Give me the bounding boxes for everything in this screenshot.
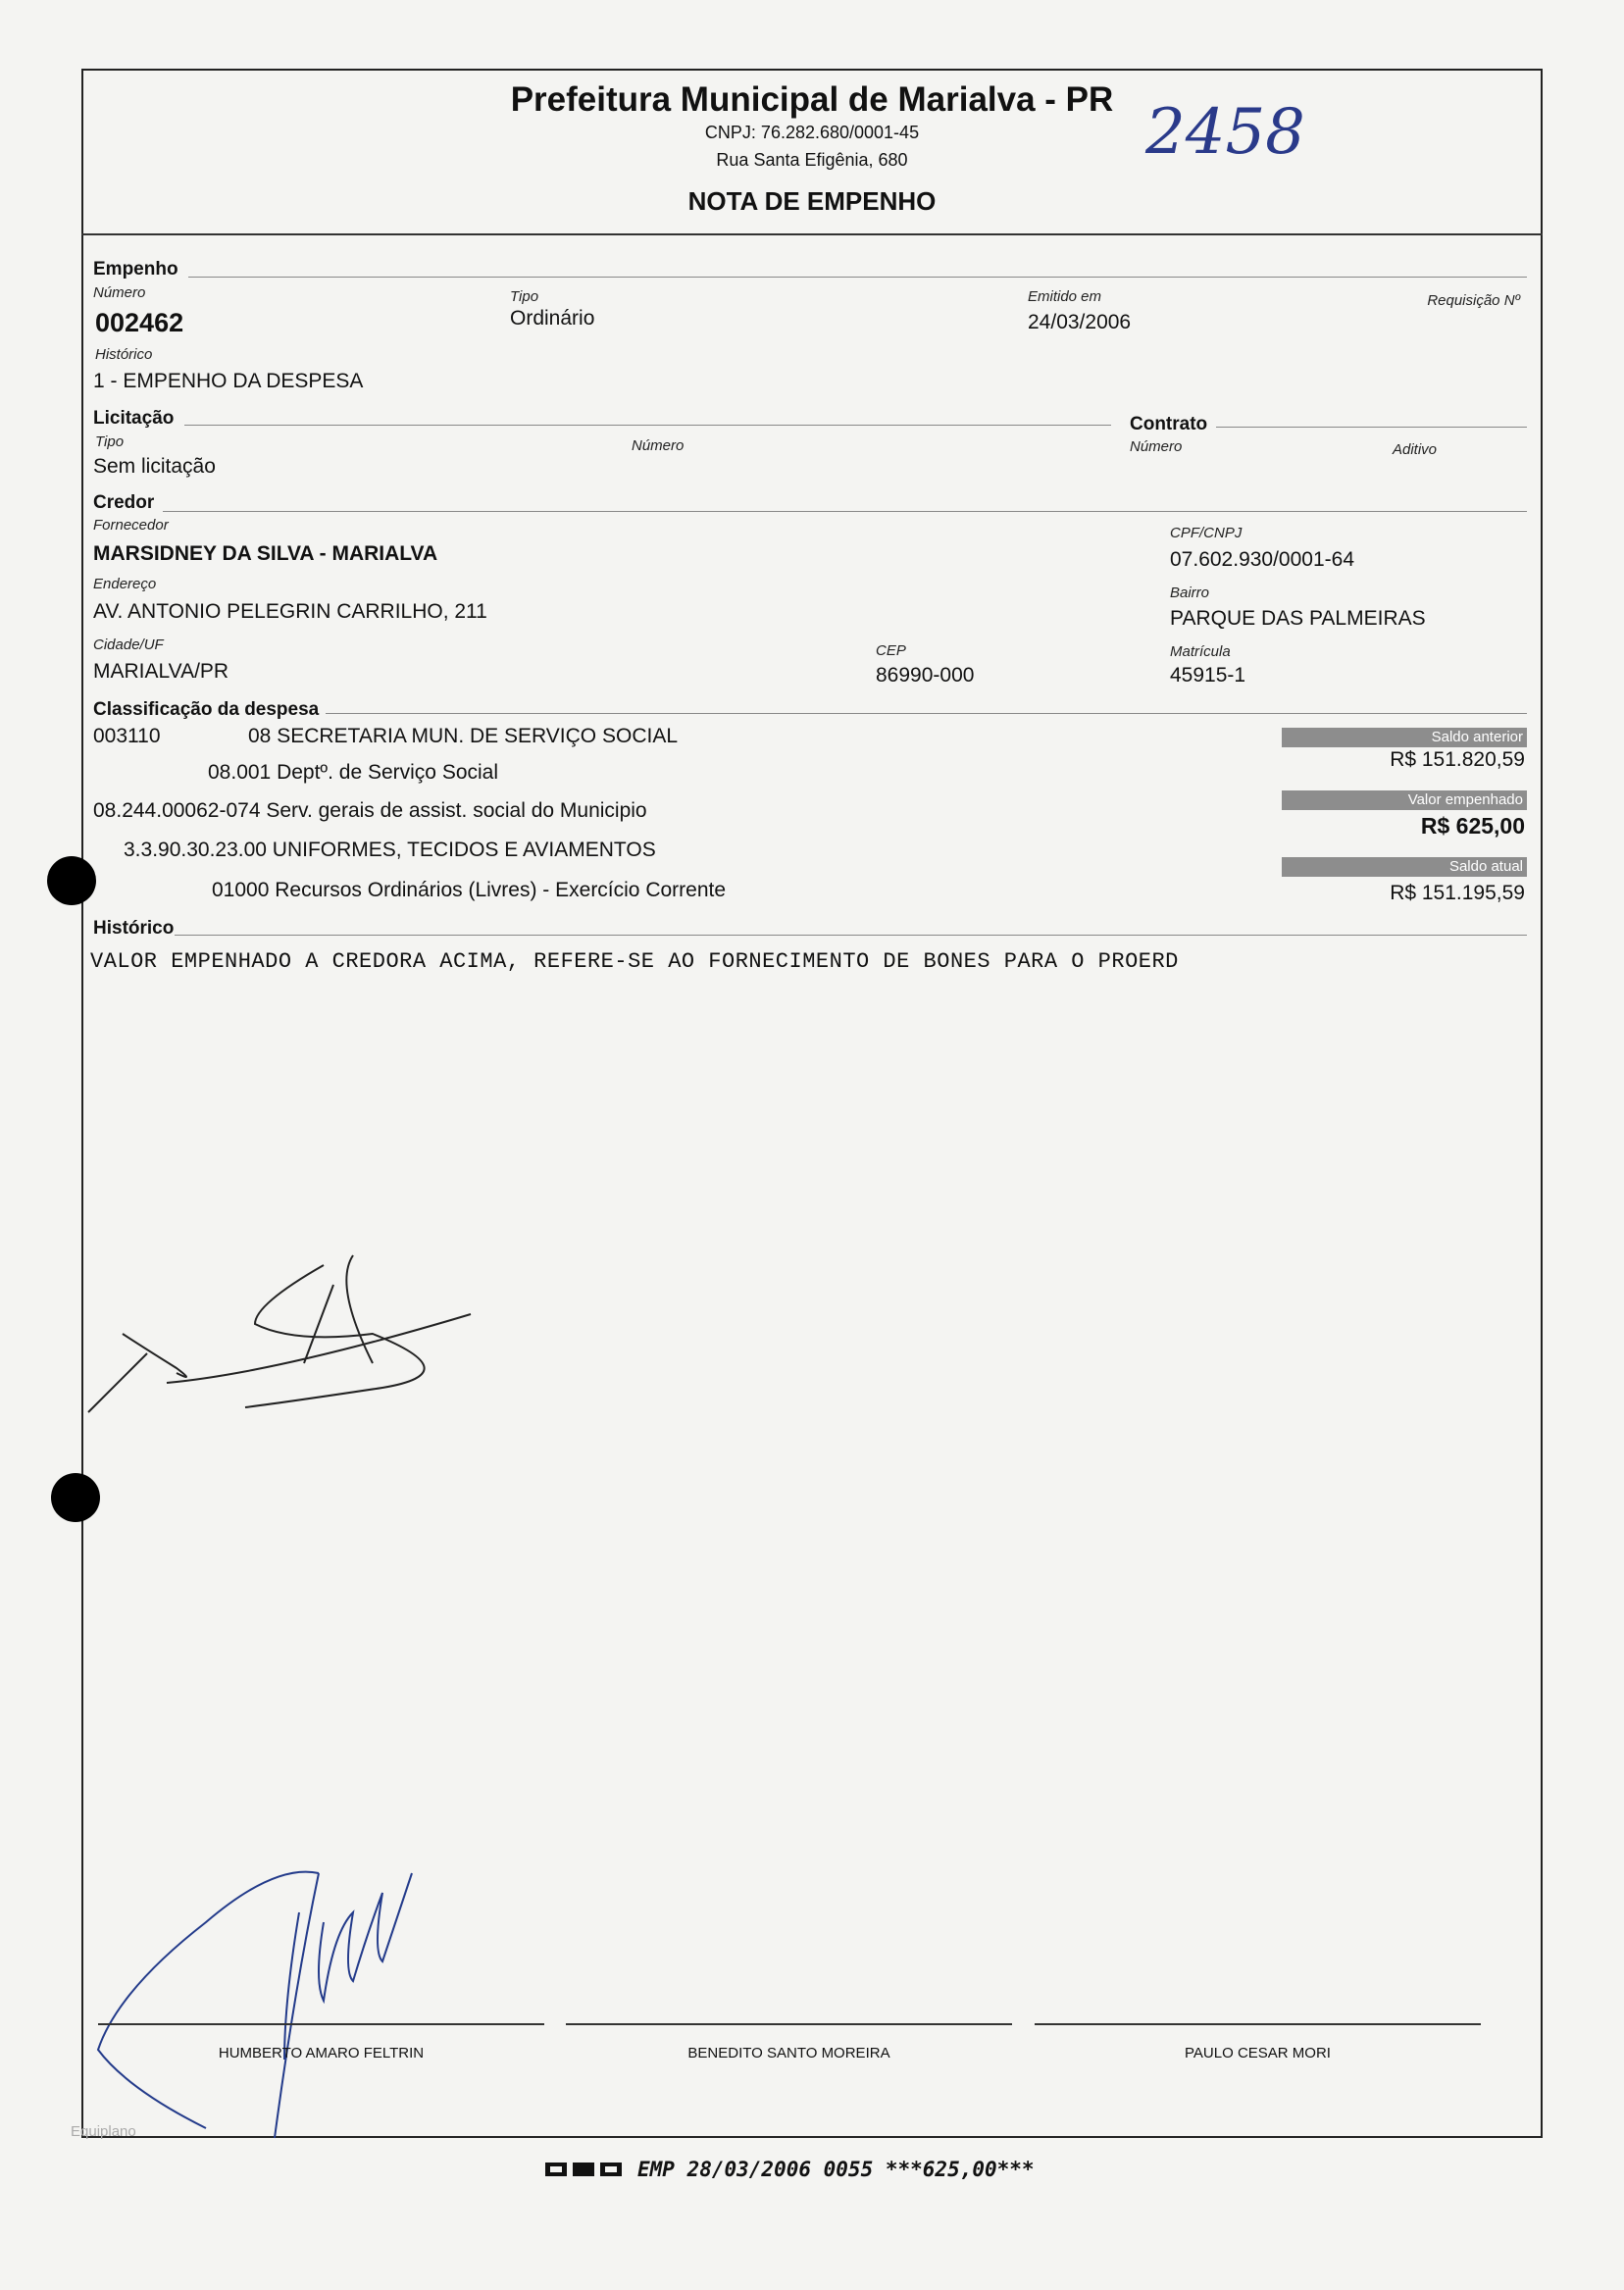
validation-stamp: [545, 2158, 1035, 2181]
signature-line: [1035, 2023, 1481, 2025]
matricula-label: Matrícula: [1170, 643, 1231, 660]
section-rule: [175, 935, 1527, 936]
section-licitacao: Licitação: [93, 408, 175, 429]
handwritten-signature-mark: [78, 1246, 490, 1422]
section-empenho: Empenho: [93, 259, 178, 280]
classificacao-line-1: 08 SECRETARIA MUN. DE SERVIÇO SOCIAL: [248, 725, 679, 747]
cpf-value: 07.602.930/0001-64: [1170, 548, 1355, 571]
numero-label: Número: [93, 284, 146, 301]
section-rule: [184, 425, 1111, 426]
bank-logo-icon: [545, 2159, 624, 2180]
address-text: Rua Santa Efigênia, 680: [716, 150, 908, 170]
signature-line: [566, 2023, 1012, 2025]
requisicao-label: Requisição Nº: [1427, 292, 1520, 309]
empenho-numero: 002462: [95, 308, 184, 337]
cep-label: CEP: [876, 642, 906, 659]
section-classificacao: Classificação da despesa: [93, 699, 320, 720]
emitido-date: 24/03/2006: [1028, 311, 1132, 333]
classificacao-line-2: 08.001 Deptº. de Serviço Social: [208, 761, 499, 784]
punch-hole: [47, 856, 96, 905]
historico-label: Histórico: [95, 346, 153, 363]
document-title: NOTA DE EMPENHO: [687, 186, 937, 216]
section-credor: Credor: [93, 492, 155, 513]
section-rule: [188, 277, 1527, 278]
signature-line: [98, 2023, 544, 2025]
endereco-value: AV. ANTONIO PELEGRIN CARRILHO, 211: [93, 600, 487, 623]
classificacao-line-3: 08.244.00062-074 Serv. gerais de assist. social do Municipio: [93, 799, 647, 822]
handwritten-number: 2458: [1145, 96, 1305, 169]
punch-hole: [51, 1473, 100, 1522]
empenho-historico: 1 - EMPENHO DA DESPESA: [93, 370, 364, 392]
cnpj-text: CNPJ: 76.282.680/0001-45: [704, 123, 920, 142]
matricula-value: 45915-1: [1170, 664, 1246, 687]
classificacao-code: 003110: [93, 725, 161, 747]
signatory-2: BENEDITO SANTO MOREIRA: [687, 2045, 890, 2061]
cep-value: 86990-000: [876, 664, 975, 687]
section-rule: [1216, 427, 1527, 428]
contrato-aditivo-label: Aditivo: [1393, 441, 1438, 458]
fornecedor-label: Fornecedor: [93, 517, 169, 534]
saldo-anterior-value: R$ 151.820,59: [1390, 748, 1525, 771]
section-rule: [163, 511, 1527, 512]
licitacao-numero-label: Número: [632, 437, 685, 454]
cidade-value: MARIALVA/PR: [93, 660, 229, 683]
cpf-label: CPF/CNPJ: [1170, 525, 1243, 541]
bairro-value: PARQUE DAS PALMEIRAS: [1170, 607, 1426, 630]
tipo-label: Tipo: [510, 288, 539, 305]
saldo-atual-value: R$ 151.195,59: [1390, 882, 1525, 904]
section-historico: Histórico: [93, 918, 175, 939]
handwritten-signature: [88, 1854, 441, 2148]
signatory-1: HUMBERTO AMARO FELTRIN: [218, 2045, 425, 2061]
municipality-title: Prefeitura Municipal de Marialva - PR: [510, 80, 1114, 119]
licitacao-tipo-label: Tipo: [95, 433, 125, 450]
endereco-label: Endereço: [93, 576, 157, 592]
cidade-label: Cidade/UF: [93, 636, 164, 653]
classificacao-line-5: 01000 Recursos Ordinários (Livres) - Exercício Corrente: [212, 879, 727, 901]
valor-empenhado-label: Valor empenhado: [1282, 790, 1527, 810]
emitido-label: Emitido em: [1028, 288, 1102, 305]
saldo-anterior-label: Saldo anterior: [1282, 728, 1527, 747]
section-contrato: Contrato: [1130, 414, 1208, 434]
classificacao-line-4: 3.3.90.30.23.00 UNIFORMES, TECIDOS E AVIAMENTOS: [124, 839, 656, 861]
equiplano-brand: Equiplano: [71, 2123, 136, 2140]
stamp-text: EMP 28/03/2006 0055 ***625,00***: [637, 2158, 1035, 2181]
bairro-label: Bairro: [1170, 585, 1210, 601]
saldo-atual-label: Saldo atual: [1282, 857, 1527, 877]
licitacao-tipo: Sem licitação: [93, 455, 216, 478]
fornecedor-name: MARSIDNEY DA SILVA - MARIALVA: [93, 542, 438, 565]
contrato-numero-label: Número: [1130, 438, 1183, 455]
valor-empenhado-value: R$ 625,00: [1420, 813, 1525, 839]
signatory-3: PAULO CESAR MORI: [1185, 2045, 1331, 2061]
empenho-tipo: Ordinário: [510, 307, 595, 330]
section-rule: [326, 713, 1527, 714]
header-divider: [81, 233, 1543, 235]
historico-text: VALOR EMPENHADO A CREDORA ACIMA, REFERE-SE AO FORNECIMENTO DE BONES PARA O PROERD: [90, 949, 1179, 974]
